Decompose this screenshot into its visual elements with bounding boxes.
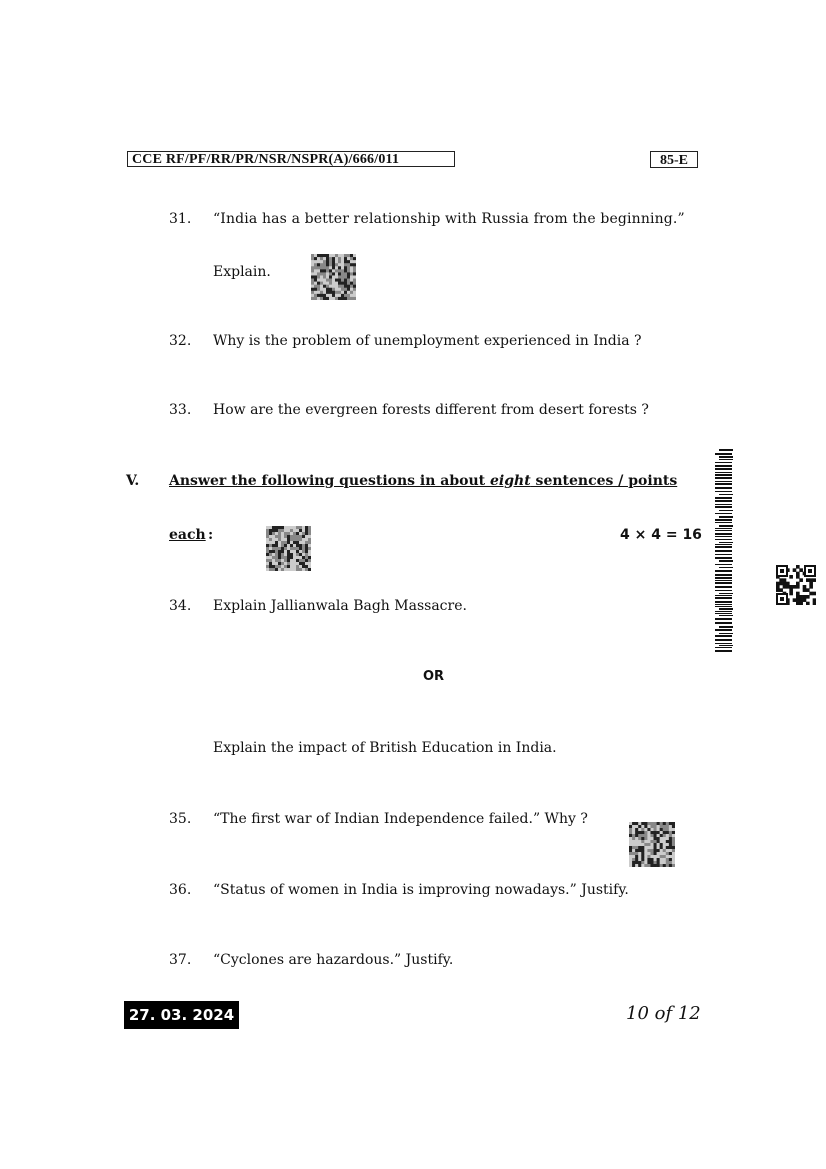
paper-code-box: 85-E bbox=[650, 151, 698, 168]
question-text: “The first war of Indian Independence failed.” Why ? bbox=[213, 811, 588, 827]
question-number: 31. bbox=[169, 211, 192, 227]
question-number: 37. bbox=[169, 952, 192, 968]
question-number: 35. bbox=[169, 811, 192, 827]
qr-code-icon bbox=[311, 254, 356, 300]
section-instruction-cont: each bbox=[169, 527, 206, 543]
instruction-text-end: sentences / points bbox=[530, 473, 678, 489]
section-number: V. bbox=[126, 473, 140, 489]
instruction-text: Answer the following questions in about bbox=[169, 473, 491, 489]
question-text: Why is the problem of unemployment experienced in India ? bbox=[213, 333, 642, 349]
instruction-emphasis: eight bbox=[490, 473, 531, 489]
qr-code-icon bbox=[629, 822, 675, 867]
exam-date: 27. 03. 2024 bbox=[124, 1001, 239, 1029]
question-text: How are the evergreen forests different from desert forests ? bbox=[213, 402, 649, 418]
page-number: 10 of 12 bbox=[626, 1003, 701, 1024]
question-number: 34. bbox=[169, 598, 192, 614]
question-number: 36. bbox=[169, 882, 192, 898]
question-text: “Cyclones are hazardous.” Justify. bbox=[213, 952, 454, 968]
exam-code-box: CCE RF/PF/RR/PR/NSR/NSPR(A)/666/011 bbox=[127, 151, 455, 167]
barcode-icon bbox=[715, 449, 733, 655]
instruction-colon: : bbox=[208, 527, 214, 543]
question-number: 33. bbox=[169, 402, 192, 418]
qr-code-icon bbox=[266, 526, 311, 571]
marks-allocation: 4 × 4 = 16 bbox=[620, 527, 702, 543]
section-instruction bbox=[169, 472, 700, 490]
question-subtext: Explain. bbox=[213, 264, 271, 280]
qr-code-icon bbox=[776, 565, 816, 605]
question-text: “India has a better relationship with Russia from the beginning.” bbox=[213, 211, 685, 227]
question-text: Explain Jallianwala Bagh Massacre. bbox=[213, 598, 467, 614]
or-separator: OR bbox=[423, 669, 445, 684]
question-number: 32. bbox=[169, 333, 192, 349]
alternative-question-text: Explain the impact of British Education in India. bbox=[213, 740, 557, 756]
question-text: “Status of women in India is improving nowadays.” Justify. bbox=[213, 882, 629, 898]
